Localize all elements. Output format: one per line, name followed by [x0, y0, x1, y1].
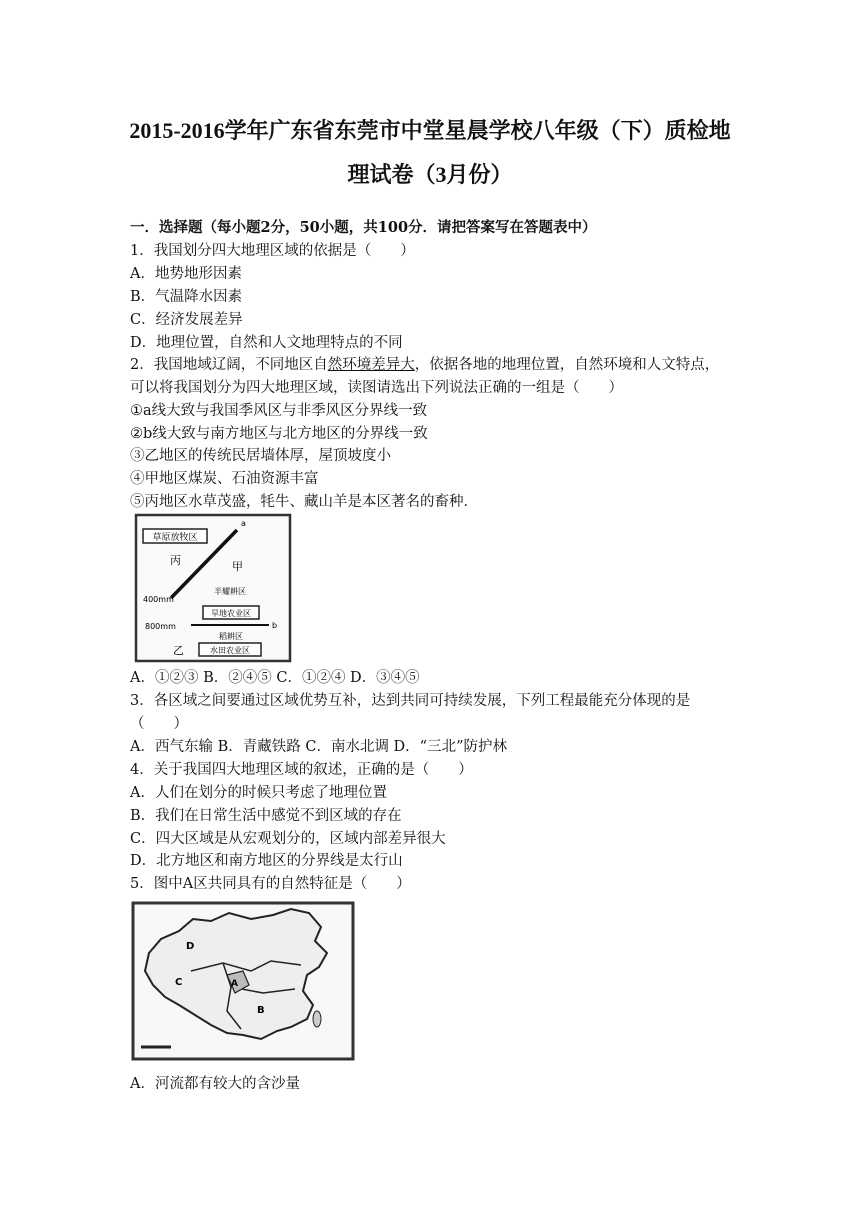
- q2-statement-2: ②b线大致与南方地区与北方地区的分界线一致: [130, 426, 428, 442]
- section-header: 一．选择题（每小题2分，50小题，共100分．请把答案写在答题表中）: [130, 219, 597, 236]
- q1-option-b: B．气温降水因素: [130, 289, 243, 305]
- q2-stem-line2: 可以将我国划分为四大地理区域，读图请选出下列说法正确的一组是（ ）: [130, 380, 623, 396]
- q5-china-map: [131, 901, 355, 1061]
- map-label-c: C: [175, 977, 183, 988]
- q2-stem-part1: 2．我国地域辽阔，不同地区自: [130, 357, 328, 373]
- q2-statement-4: ④甲地区煤炭、石油资源丰富: [130, 471, 319, 487]
- q1-option-c: C．经济发展差异: [130, 312, 243, 328]
- q2-region-diagram: [133, 512, 293, 664]
- q2-statement-1: ①a线大致与我国季风区与非季风区分界线一致: [130, 403, 428, 419]
- diagram-label-semiarid: 半耀耕区: [214, 587, 246, 596]
- q1-option-a: A．地势地形因素: [130, 266, 242, 282]
- diagram-label-a: a: [241, 519, 246, 528]
- diagram-label-dryland: 旱地农业区: [211, 609, 251, 618]
- map-label-d: D: [186, 941, 195, 952]
- map-island: [313, 1011, 321, 1027]
- q3-stem-line2: （ ）: [130, 716, 188, 732]
- paper-title-line1: 2015-2016学年广东省东莞市中堂星晨学校八年级（下）质检地: [129, 118, 731, 143]
- diagram-label-b: b: [272, 621, 278, 630]
- q2-stem: [130, 355, 719, 375]
- diagram-label-paddy: 水田农业区: [210, 646, 250, 655]
- q4-option-d: D．北方地区和南方地区的分界线是太行山: [130, 853, 403, 869]
- q4-option-b: B．我们在日常生活中感觉不到区域的存在: [130, 808, 402, 824]
- q1-stem: 1．我国划分四大地理区域的依据是（ ）: [130, 243, 415, 259]
- q5-stem: 5．图中A区共同具有的自然特征是（ ）: [130, 876, 411, 892]
- diagram-label-400mm: 400mm: [143, 595, 174, 604]
- q2-statement-3: ③乙地区的传统民居墙体厚，屋顶坡度小: [130, 448, 391, 464]
- q2-choices: A．①②③ B．②④⑤ C．①②④ D．③④⑤: [130, 670, 420, 686]
- q4-option-a: A．人们在划分的时候只考虑了地理位置: [130, 785, 387, 801]
- diagram-label-grazing: 草原放牧区: [152, 533, 198, 543]
- q3-stem: 3．各区域之间要通过区域优势互补，达到共同可持续发展，下列工程最能充分体现的是: [130, 693, 691, 709]
- diagram-label-bing: 丙: [170, 554, 181, 567]
- map-label-b: B: [257, 1005, 265, 1016]
- q3-choices: A．西气东输 B．青藏铁路 C．南水北调 D．“三北”防护林: [130, 739, 507, 755]
- diagram-label-800mm: 800mm: [145, 622, 176, 631]
- q4-stem: 4．关于我国四大地理区域的叙述，正确的是（ ）: [130, 762, 473, 778]
- diagram-label-rice: 稻耕区: [219, 632, 243, 641]
- map-label-a: A: [231, 979, 238, 989]
- q2-stem-underlined: 然环境差异大: [327, 357, 415, 373]
- q2-statement-5: ⑤丙地区水草茂盛，牦牛、藏山羊是本区著名的畜种．: [130, 494, 478, 510]
- q4-option-c: C．四大区域是从宏观划分的，区域内部差异很大: [130, 831, 446, 847]
- q5-option-a: A．河流都有较大的含沙量: [130, 1076, 300, 1092]
- diagram-label-yi: 乙: [173, 644, 184, 657]
- q2-stem-part2: ，依据各地的地理位置，自然环境和人文特点，: [414, 357, 720, 373]
- q1-option-d: D．地理位置，自然和人文地理特点的不同: [130, 335, 403, 351]
- diagram-label-jia: 甲: [232, 560, 243, 573]
- paper-title-line2: 理试卷（3月份）: [347, 162, 513, 187]
